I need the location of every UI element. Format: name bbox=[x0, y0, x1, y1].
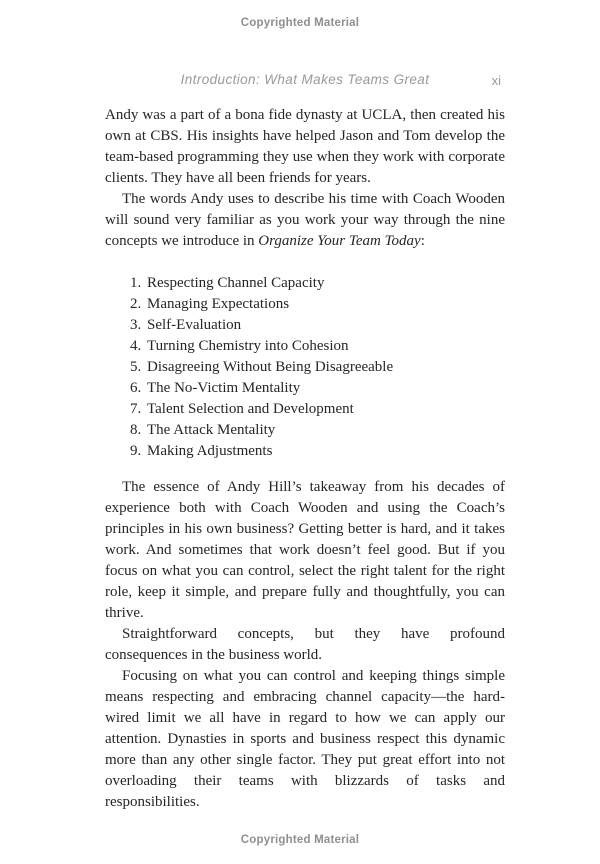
concept-item: 7. Talent Selection and Development bbox=[145, 399, 505, 420]
chapter-title: Introduction: What Makes Teams Great bbox=[180, 72, 430, 87]
paragraph-1: Andy was a part of a bona fide dynasty at UCLA, then created his own at CBS. His insights have helped Jason and Tom develop the team-based programming they use when they work with corporate clients. They have all been friends for years. bbox=[105, 107, 505, 186]
concept-item: 9. Making Adjustments bbox=[145, 441, 505, 462]
book-title-italic: Organize Your Team Today bbox=[258, 233, 421, 249]
concept-item: 8. The Attack Mentality bbox=[145, 420, 505, 441]
body-text bbox=[105, 105, 505, 813]
page-number: xi bbox=[491, 73, 501, 88]
concept-item: 3. Self-Evaluation bbox=[145, 315, 505, 336]
concept-item: 5. Disagreeing Without Being Disagreeable bbox=[145, 357, 505, 378]
concept-item: 2. Managing Expectations bbox=[145, 294, 505, 315]
running-header bbox=[105, 72, 505, 90]
copyright-notice-bottom: Copyrighted Material bbox=[240, 834, 360, 846]
concept-item: 4. Turning Chemistry into Cohesion bbox=[145, 336, 505, 357]
paragraph-2-colon: : bbox=[420, 233, 425, 249]
copyright-notice-top: Copyrighted Material bbox=[240, 17, 360, 29]
paragraph-2 bbox=[105, 189, 505, 252]
concept-item: 1. Respecting Channel Capacity bbox=[145, 273, 505, 294]
paragraph-4: Straightforward concepts, but they have profound consequences in the business world. bbox=[105, 626, 505, 663]
paragraph-3: The essence of Andy Hill’s takeaway from his decades of experience both with Coach Wooden and using the Coach’s principles in his own business? Getting better is hard, and it takes work. And sometimes that work doesn’t feel good. But if you focus on what you can control, select the right talent for the right role, keep it simple, and prepare fully and thoughtfully, you can thrive. bbox=[105, 479, 505, 621]
concepts-list bbox=[105, 273, 505, 462]
concept-item: 6. The No-Victim Mentality bbox=[145, 378, 505, 399]
paragraph-5: Focusing on what you can control and keeping things simple means respecting and embracing channel capacity—the hard-wired limit we all have in regard to how we can apply our attention. Dynasties in sports and business respect this dynamic more than any other single factor. They put great effort into not overloading their teams with blizzards of tasks and responsibilities. bbox=[105, 668, 505, 810]
paragraph-2-text: The words Andy uses to describe his time with Coach Wooden will sound very familiar as you work your way through the nine concepts we introduce in bbox=[105, 191, 505, 249]
